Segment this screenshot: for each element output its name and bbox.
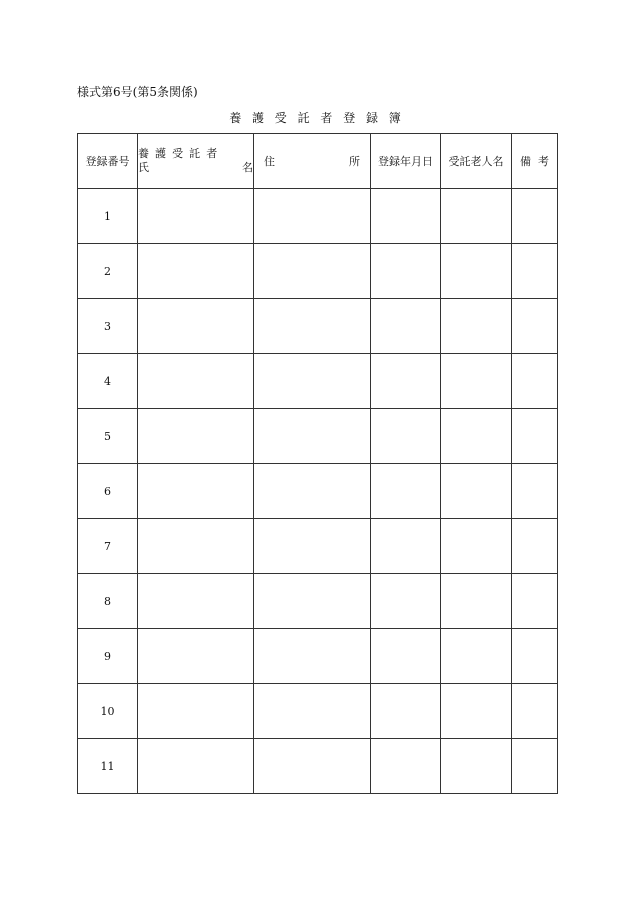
address-cell[interactable]: [254, 299, 371, 354]
address-cell[interactable]: [254, 739, 371, 794]
registration-date-cell[interactable]: [371, 629, 441, 684]
header-registration-number: 登録番号: [78, 134, 138, 189]
row-number: 5: [78, 409, 138, 464]
address-cell[interactable]: [254, 629, 371, 684]
registration-date-cell[interactable]: [371, 684, 441, 739]
elder-name-cell[interactable]: [441, 464, 512, 519]
table-row: [78, 464, 558, 519]
registration-date-cell[interactable]: [371, 739, 441, 794]
row-number: 11: [78, 739, 138, 794]
caretaker-name-cell[interactable]: [138, 409, 254, 464]
address-cell[interactable]: [254, 244, 371, 299]
header-remarks: [512, 134, 558, 189]
caretaker-name-cell[interactable]: [138, 189, 254, 244]
elder-name-cell[interactable]: [441, 354, 512, 409]
remarks-cell[interactable]: [512, 519, 558, 574]
header-caretaker-name: [138, 134, 254, 189]
header-elder-name: 受託老人名: [441, 134, 512, 189]
header-name-left: 氏: [138, 161, 149, 174]
registration-date-cell[interactable]: [371, 519, 441, 574]
form-number: 様式第6号(第5条関係): [77, 85, 198, 99]
elder-name-cell[interactable]: [441, 629, 512, 684]
table-row: [78, 629, 558, 684]
remarks-cell[interactable]: [512, 464, 558, 519]
registration-date-cell[interactable]: [371, 189, 441, 244]
header-row: [78, 134, 558, 189]
remarks-cell[interactable]: [512, 684, 558, 739]
document-title: 養護受託者登録簿: [229, 111, 412, 125]
caretaker-name-cell[interactable]: [138, 739, 254, 794]
table-row: [78, 739, 558, 794]
address-cell[interactable]: [254, 189, 371, 244]
elder-name-cell[interactable]: [441, 739, 512, 794]
header-registration-date: 登録年月日: [371, 134, 441, 189]
table-row: [78, 684, 558, 739]
address-cell[interactable]: [254, 464, 371, 519]
row-number: 7: [78, 519, 138, 574]
registration-date-cell[interactable]: [371, 299, 441, 354]
address-cell[interactable]: [254, 519, 371, 574]
caretaker-name-cell[interactable]: [138, 464, 254, 519]
remarks-cell[interactable]: [512, 244, 558, 299]
table-row: [78, 299, 558, 354]
caretaker-name-cell[interactable]: [138, 519, 254, 574]
caretaker-name-cell[interactable]: [138, 354, 254, 409]
elder-name-cell[interactable]: [441, 299, 512, 354]
row-number: 9: [78, 629, 138, 684]
remarks-cell[interactable]: [512, 739, 558, 794]
header-address-left: 住: [264, 155, 275, 168]
remarks-cell[interactable]: [512, 189, 558, 244]
row-number: 3: [78, 299, 138, 354]
registration-date-cell[interactable]: [371, 354, 441, 409]
elder-name-cell[interactable]: [441, 189, 512, 244]
header-remarks-right: 考: [538, 155, 549, 168]
elder-name-cell[interactable]: [441, 574, 512, 629]
row-number: 1: [78, 189, 138, 244]
elder-name-cell[interactable]: [441, 244, 512, 299]
register-table: [77, 133, 558, 794]
header-address-right: 所: [349, 155, 360, 168]
elder-name-cell[interactable]: [441, 519, 512, 574]
row-number: 2: [78, 244, 138, 299]
table-row: [78, 244, 558, 299]
caretaker-name-cell[interactable]: [138, 629, 254, 684]
header-name-right: 名: [242, 161, 253, 174]
register-body: [78, 189, 558, 794]
address-cell[interactable]: [254, 574, 371, 629]
header-caretaker-label: 養護受託者: [138, 147, 224, 160]
row-number: 4: [78, 354, 138, 409]
header-remarks-left: 備: [520, 155, 531, 168]
row-number: 6: [78, 464, 138, 519]
header-name-label: [138, 161, 253, 175]
table-row: [78, 409, 558, 464]
row-number: 8: [78, 574, 138, 629]
registration-date-cell[interactable]: [371, 574, 441, 629]
remarks-cell[interactable]: [512, 299, 558, 354]
remarks-cell[interactable]: [512, 354, 558, 409]
remarks-cell[interactable]: [512, 409, 558, 464]
address-cell[interactable]: [254, 409, 371, 464]
address-cell[interactable]: [254, 354, 371, 409]
elder-name-cell[interactable]: [441, 409, 512, 464]
caretaker-name-cell[interactable]: [138, 299, 254, 354]
remarks-cell[interactable]: [512, 629, 558, 684]
table-row: [78, 354, 558, 409]
table-row: [78, 574, 558, 629]
registration-date-cell[interactable]: [371, 409, 441, 464]
caretaker-name-cell[interactable]: [138, 244, 254, 299]
remarks-cell[interactable]: [512, 574, 558, 629]
row-number: 10: [78, 684, 138, 739]
table-row: [78, 189, 558, 244]
address-cell[interactable]: [254, 684, 371, 739]
registration-date-cell[interactable]: [371, 244, 441, 299]
elder-name-cell[interactable]: [441, 684, 512, 739]
caretaker-name-cell[interactable]: [138, 574, 254, 629]
table-row: [78, 519, 558, 574]
header-address: [254, 134, 371, 189]
caretaker-name-cell[interactable]: [138, 684, 254, 739]
registration-date-cell[interactable]: [371, 464, 441, 519]
